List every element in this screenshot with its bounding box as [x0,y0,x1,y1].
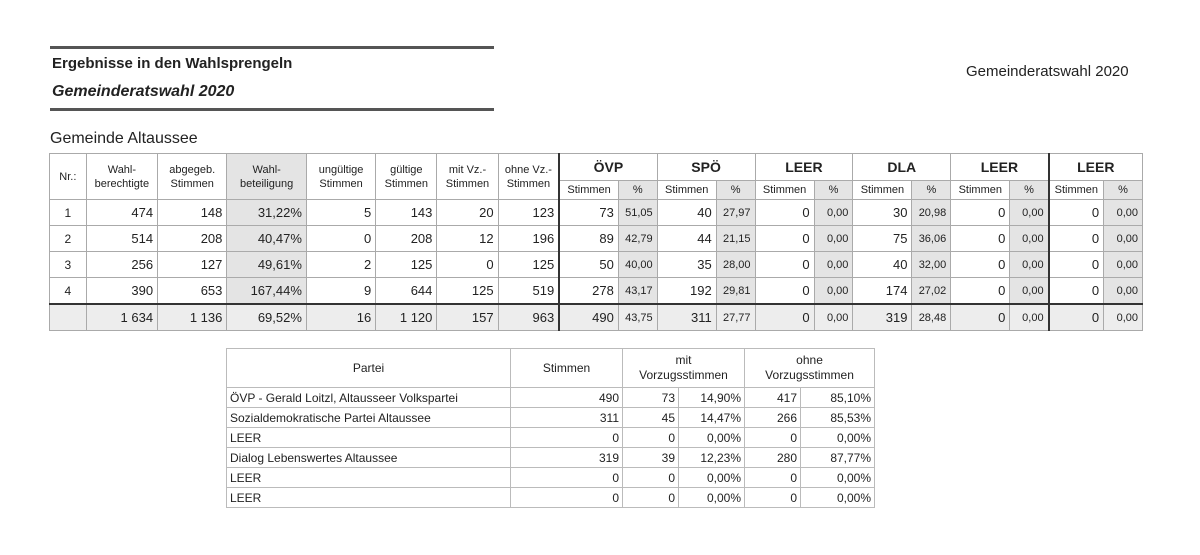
cell-stimmen: 0 [511,428,623,448]
cell-party-pct: 40,00 [618,252,657,278]
page-title: Ergebnisse in den Wahlsprengeln [52,55,293,72]
cell-party-pct: 0,00 [1010,226,1049,252]
party-header-oevp: ÖVP [559,154,657,181]
sub-pct-1: % [716,181,755,200]
cell-stimmen: 0 [511,488,623,508]
cell-party-stimmen: 0 [1049,226,1104,252]
col-mit-vz: mit Vz.- Stimmen [437,154,498,200]
cell-wahlberechtigte: 390 [86,278,157,305]
cell-ohne-pct: 87,77% [801,448,875,468]
list-item [227,468,875,488]
col-gueltige: gültige Stimmen [376,154,437,200]
table-row [50,200,1143,226]
cell-ohne-vz: 125 [498,252,559,278]
summary-header-row [227,349,875,388]
cell-mit: 0 [623,488,679,508]
cell-party-stimmen: 192 [657,278,716,305]
cell-party-pct: 0,00 [814,252,853,278]
cell-gueltige: 143 [376,200,437,226]
cell-mit-vz: 12 [437,226,498,252]
cell-party-pct: 0,00 [1010,252,1049,278]
cell-nr [50,304,87,331]
cell-wahlbeteiligung: 40,47% [227,226,307,252]
cell-mit: 73 [623,388,679,408]
cell-ohne: 280 [745,448,801,468]
municipality-label: Gemeinde Altaussee [50,130,198,147]
cell-party-pct: 0,00 [1010,304,1049,331]
cell-party-pct: 0,00 [1104,252,1143,278]
cell-party-pct: 0,00 [1010,278,1049,305]
cell-party-stimmen: 40 [657,200,716,226]
cell-party-stimmen: 174 [853,278,912,305]
sub-stimmen-1: Stimmen [657,181,716,200]
sub-stimmen-2: Stimmen [755,181,814,200]
cell-ohne-vz: 963 [498,304,559,331]
cell-ungueltige: 0 [306,226,375,252]
cell-ohne: 0 [745,468,801,488]
cell-ohne: 266 [745,408,801,428]
cell-partei: LEER [227,488,511,508]
cell-partei: Sozialdemokratische Partei Altaussee [227,408,511,428]
col-stimmen: Stimmen [511,349,623,388]
col-ungueltige: ungültige Stimmen [306,154,375,200]
cell-party-pct: 0,00 [1010,200,1049,226]
cell-party-stimmen: 0 [1049,304,1104,331]
col-partei: Partei [227,349,511,388]
cell-party-pct: 28,00 [716,252,755,278]
cell-party-pct: 29,81 [716,278,755,305]
cell-mit-vz: 125 [437,278,498,305]
cell-nr: 2 [50,226,87,252]
election-title: Gemeinderatswahl 2020 [966,63,1129,80]
sub-pct-4: % [1010,181,1049,200]
cell-ohne-pct: 0,00% [801,488,875,508]
col-ohne-vz: ohne Vz.- Stimmen [498,154,559,200]
cell-mit: 0 [623,428,679,448]
cell-party-stimmen: 50 [559,252,618,278]
cell-ohne-pct: 85,53% [801,408,875,428]
cell-party-stimmen: 0 [755,200,814,226]
cell-party-pct: 0,00 [814,200,853,226]
cell-wahlberechtigte: 514 [86,226,157,252]
cell-party-stimmen: 0 [951,252,1010,278]
cell-mit-pct: 14,47% [679,408,745,428]
cell-stimmen: 311 [511,408,623,428]
party-summary-table [226,348,875,508]
cell-wahlberechtigte: 474 [86,200,157,226]
cell-party-stimmen: 319 [853,304,912,331]
cell-party-stimmen: 0 [755,226,814,252]
col-wahlbeteiligung: Wahl- beteiligung [227,154,307,200]
cell-party-pct: 21,15 [716,226,755,252]
col-ohne-vorzugsstimmen: ohne Vorzugsstimmen [745,349,875,388]
cell-party-stimmen: 0 [1049,200,1104,226]
cell-wahlbeteiligung: 167,44% [227,278,307,305]
cell-ohne-vz: 519 [498,278,559,305]
cell-wahlberechtigte: 256 [86,252,157,278]
cell-party-stimmen: 0 [951,304,1010,331]
cell-ohne: 417 [745,388,801,408]
cell-abgegeben: 127 [158,252,227,278]
cell-party-stimmen: 73 [559,200,618,226]
cell-ohne-vz: 123 [498,200,559,226]
cell-mit-pct: 0,00% [679,468,745,488]
cell-wahlbeteiligung: 69,52% [227,304,307,331]
cell-ungueltige: 5 [306,200,375,226]
party-header-leer-2: LEER [951,154,1049,181]
cell-ungueltige: 9 [306,278,375,305]
cell-partei: ÖVP - Gerald Loitzl, Altausseer Volkspartei [227,388,511,408]
cell-party-stimmen: 0 [755,304,814,331]
cell-party-pct: 28,48 [912,304,951,331]
cell-party-stimmen: 30 [853,200,912,226]
cell-mit-vz: 0 [437,252,498,278]
sub-pct-0: % [618,181,657,200]
cell-party-pct: 0,00 [1104,304,1143,331]
cell-ohne: 0 [745,488,801,508]
party-header-spoe: SPÖ [657,154,755,181]
cell-party-stimmen: 490 [559,304,618,331]
col-abgegeben: abgegeb. Stimmen [158,154,227,200]
party-header-dla: DLA [853,154,951,181]
cell-partei: LEER [227,468,511,488]
list-item [227,408,875,428]
cell-ohne-pct: 85,10% [801,388,875,408]
cell-mit-vz: 20 [437,200,498,226]
cell-wahlbeteiligung: 31,22% [227,200,307,226]
cell-partei: Dialog Lebenswertes Altaussee [227,448,511,468]
cell-ohne-vz: 196 [498,226,559,252]
table-row [50,252,1143,278]
bottom-rule [50,108,494,111]
cell-stimmen: 0 [511,468,623,488]
cell-party-stimmen: 0 [951,278,1010,305]
cell-partei: LEER [227,428,511,448]
sub-pct-3: % [912,181,951,200]
cell-party-pct: 51,05 [618,200,657,226]
cell-party-stimmen: 278 [559,278,618,305]
cell-party-pct: 27,97 [716,200,755,226]
cell-party-pct: 0,00 [814,226,853,252]
page-subtitle: Gemeinderatswahl 2020 [52,83,235,100]
cell-party-stimmen: 311 [657,304,716,331]
cell-abgegeben: 1 136 [158,304,227,331]
cell-party-pct: 0,00 [814,278,853,305]
top-rule [50,46,494,49]
cell-abgegeben: 653 [158,278,227,305]
cell-ungueltige: 16 [306,304,375,331]
cell-party-stimmen: 0 [951,226,1010,252]
cell-party-stimmen: 35 [657,252,716,278]
table-row [50,226,1143,252]
cell-party-stimmen: 0 [951,200,1010,226]
party-header-leer-3: LEER [1049,154,1143,181]
cell-ohne: 0 [745,428,801,448]
cell-ohne-pct: 0,00% [801,428,875,448]
cell-abgegeben: 148 [158,200,227,226]
cell-party-stimmen: 0 [755,278,814,305]
cell-nr: 3 [50,252,87,278]
cell-party-stimmen: 0 [1049,278,1104,305]
cell-gueltige: 208 [376,226,437,252]
cell-abgegeben: 208 [158,226,227,252]
cell-party-pct: 0,00 [814,304,853,331]
sub-stimmen-5: Stimmen [1049,181,1104,200]
cell-party-stimmen: 40 [853,252,912,278]
list-item [227,448,875,468]
cell-gueltige: 125 [376,252,437,278]
cell-wahlbeteiligung: 49,61% [227,252,307,278]
cell-party-stimmen: 0 [755,252,814,278]
list-item [227,488,875,508]
cell-party-pct: 42,79 [618,226,657,252]
cell-stimmen: 490 [511,388,623,408]
cell-party-stimmen: 0 [1049,252,1104,278]
cell-party-stimmen: 44 [657,226,716,252]
list-item [227,428,875,448]
cell-party-pct: 0,00 [1104,278,1143,305]
cell-nr: 1 [50,200,87,226]
sub-pct-5: % [1104,181,1143,200]
cell-party-pct: 27,02 [912,278,951,305]
cell-ohne-pct: 0,00% [801,468,875,488]
cell-mit: 0 [623,468,679,488]
district-results-table [49,153,1143,331]
cell-mit-pct: 0,00% [679,428,745,448]
cell-party-pct: 27,77 [716,304,755,331]
cell-party-pct: 0,00 [1104,226,1143,252]
cell-mit-pct: 14,90% [679,388,745,408]
cell-mit-pct: 0,00% [679,488,745,508]
sub-stimmen-3: Stimmen [853,181,912,200]
cell-mit: 45 [623,408,679,428]
col-mit-vorzugsstimmen: mit Vorzugsstimmen [623,349,745,388]
cell-mit: 39 [623,448,679,468]
col-wahlberechtigte: Wahl- berechtigte [86,154,157,200]
cell-party-pct: 43,75 [618,304,657,331]
cell-party-stimmen: 89 [559,226,618,252]
cell-party-pct: 43,17 [618,278,657,305]
cell-mit-pct: 12,23% [679,448,745,468]
cell-party-stimmen: 75 [853,226,912,252]
sub-stimmen-0: Stimmen [559,181,618,200]
cell-party-pct: 32,00 [912,252,951,278]
cell-party-pct: 36,06 [912,226,951,252]
table-row [50,278,1143,305]
cell-stimmen: 319 [511,448,623,468]
cell-party-pct: 0,00 [1104,200,1143,226]
cell-gueltige: 1 120 [376,304,437,331]
list-item [227,388,875,408]
cell-gueltige: 644 [376,278,437,305]
cell-party-pct: 20,98 [912,200,951,226]
sub-stimmen-4: Stimmen [951,181,1010,200]
cell-wahlberechtigte: 1 634 [86,304,157,331]
total-row [50,304,1143,331]
cell-nr: 4 [50,278,87,305]
cell-mit-vz: 157 [437,304,498,331]
results-header-row [50,154,1143,181]
cell-ungueltige: 2 [306,252,375,278]
col-nr: Nr.: [50,154,87,200]
party-header-leer-1: LEER [755,154,853,181]
sub-pct-2: % [814,181,853,200]
